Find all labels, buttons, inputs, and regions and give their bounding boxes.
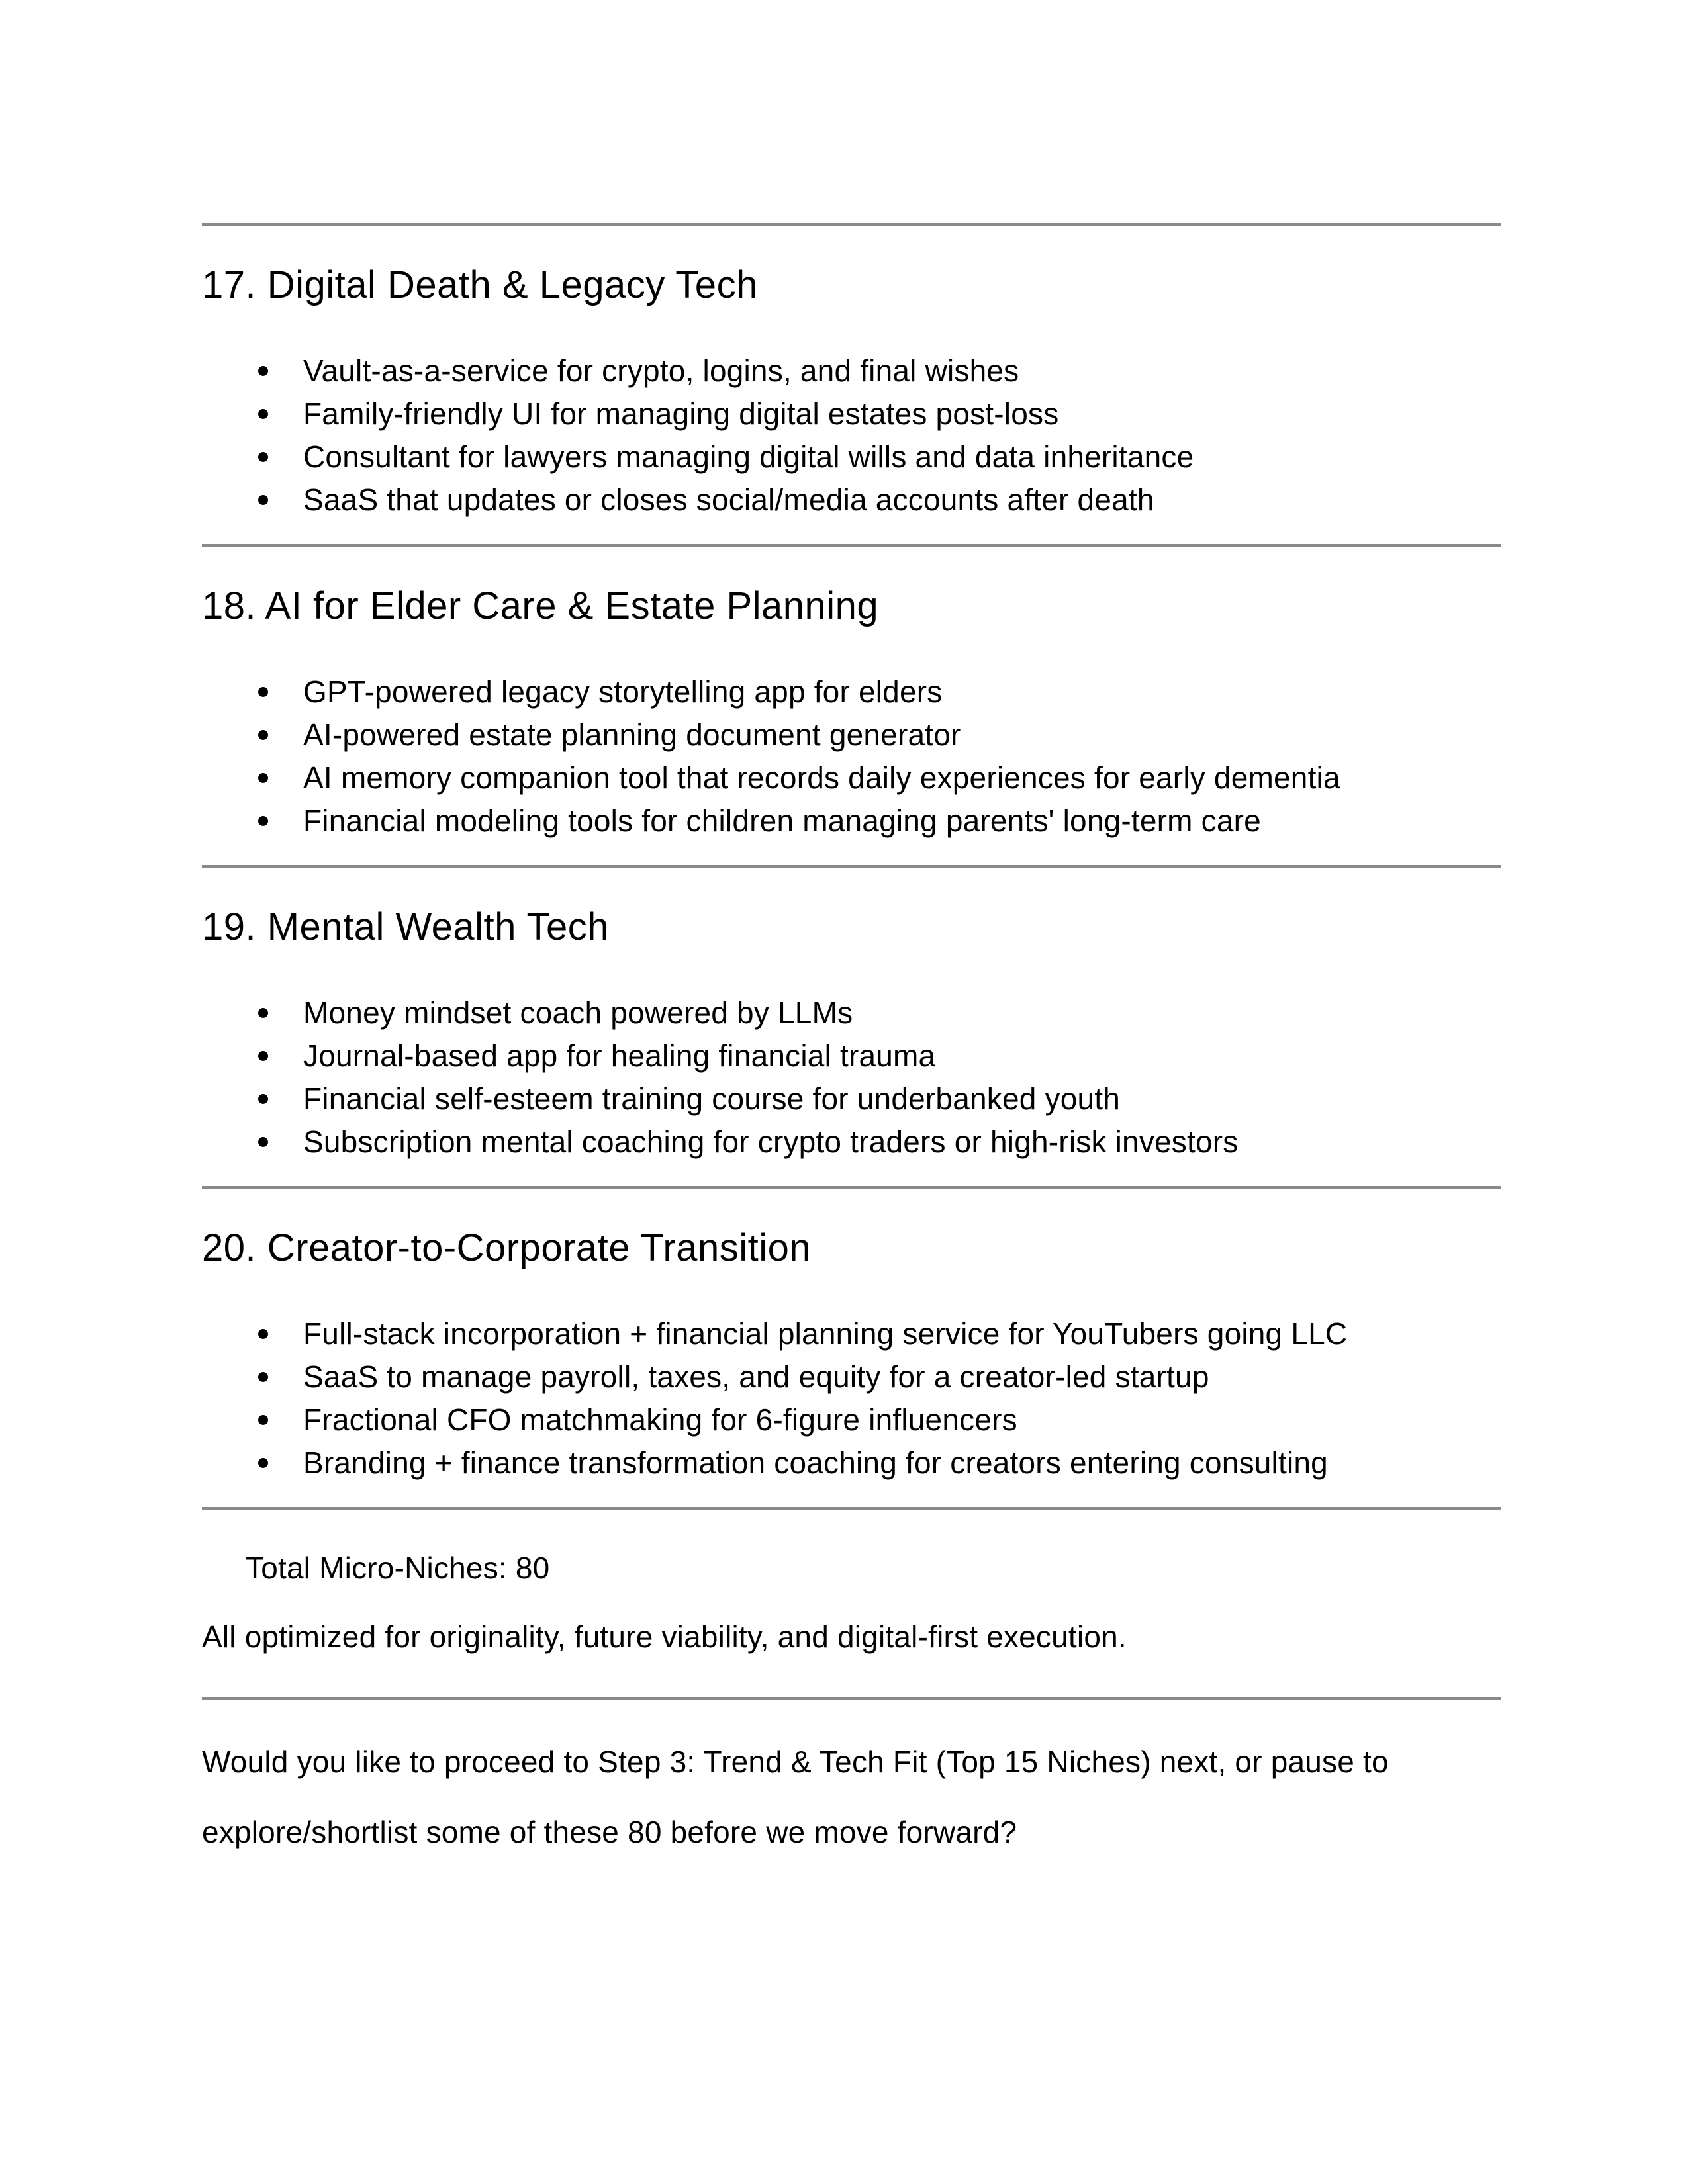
bullet-icon	[258, 1008, 268, 1018]
closing-block	[202, 1697, 1501, 1867]
section-title: 19. Mental Wealth Tech	[202, 905, 609, 948]
list-item	[202, 1312, 1501, 1355]
bullet-icon	[258, 1094, 268, 1104]
section-17	[202, 223, 1501, 544]
list-item	[202, 713, 1501, 756]
closing-question: Would you like to proceed to Step 3: Trend & Tech Fit (Top 15 Niches) next, or pause to explore/shortlist some of these 80 before we move forward?	[202, 1745, 1389, 1849]
bullet-icon	[258, 495, 268, 505]
summary-block	[202, 1507, 1501, 1697]
closing-divider	[202, 1697, 1501, 1700]
list-item-text: AI-powered estate planning document generator	[303, 717, 961, 752]
bullet-icon	[258, 1051, 268, 1061]
list-item-text: Branding + finance transformation coaching for creators entering consulting	[303, 1445, 1328, 1480]
list-item-text: Full-stack incorporation + financial planning service for YouTubers going LLC	[303, 1316, 1348, 1351]
list-item	[202, 1355, 1501, 1398]
list-item	[202, 799, 1501, 842]
list-item	[202, 1441, 1501, 1484]
section-20	[202, 1186, 1501, 1507]
section-title: 17. Digital Death & Legacy Tech	[202, 263, 758, 306]
section-title: 20. Creator-to-Corporate Transition	[202, 1226, 812, 1269]
list-item	[202, 1120, 1501, 1163]
list-item	[202, 1034, 1501, 1077]
bullet-list	[202, 1312, 1501, 1484]
total-micro-niches: Total Micro-Niches: 80	[246, 1551, 550, 1585]
bullet-icon	[258, 773, 268, 783]
list-item-text: Consultant for lawyers managing digital wills and data inheritance	[303, 439, 1194, 474]
list-item-text: SaaS that updates or closes social/media accounts after death	[303, 482, 1154, 517]
bullet-list	[202, 670, 1501, 842]
section-19	[202, 865, 1501, 1186]
summary-note: All optimized for originality, future viability, and digital-first execution.	[202, 1619, 1127, 1654]
bullet-icon	[258, 1458, 268, 1468]
list-item-text: Financial self-esteem training course for underbanked youth	[303, 1081, 1121, 1116]
list-item	[202, 1077, 1501, 1120]
list-item-text: Fractional CFO matchmaking for 6-figure influencers	[303, 1402, 1017, 1437]
list-item-text: SaaS to manage payroll, taxes, and equity for a creator-led startup	[303, 1359, 1209, 1394]
list-item	[202, 991, 1501, 1034]
bullet-icon	[258, 409, 268, 419]
summary-divider	[202, 1507, 1501, 1510]
bullet-list	[202, 349, 1501, 522]
list-item	[202, 478, 1501, 522]
list-item-text: Financial modeling tools for children managing parents' long-term care	[303, 803, 1261, 838]
list-item	[202, 670, 1501, 713]
list-item-text: GPT-powered legacy storytelling app for elders	[303, 674, 943, 709]
section-divider	[202, 223, 1501, 226]
bullet-icon	[258, 452, 268, 462]
bullet-icon	[258, 1137, 268, 1147]
bullet-icon	[258, 816, 268, 826]
list-item	[202, 392, 1501, 435]
list-item-text: Vault-as-a-service for crypto, logins, and final wishes	[303, 353, 1019, 388]
bullet-icon	[258, 687, 268, 697]
bullet-icon	[258, 1329, 268, 1339]
list-item-text: Money mindset coach powered by LLMs	[303, 995, 853, 1030]
bullet-icon	[258, 1415, 268, 1425]
section-divider	[202, 865, 1501, 868]
section-title: 18. AI for Elder Care & Estate Planning	[202, 584, 879, 627]
bullet-icon	[258, 366, 268, 376]
list-item	[202, 1398, 1501, 1441]
section-18	[202, 544, 1501, 865]
list-item	[202, 349, 1501, 392]
section-divider	[202, 544, 1501, 547]
bullet-icon	[258, 1372, 268, 1382]
list-item-text: Subscription mental coaching for crypto traders or high-risk investors	[303, 1124, 1239, 1159]
list-item	[202, 756, 1501, 799]
list-item-text: Journal-based app for healing financial trauma	[303, 1038, 936, 1073]
list-item-text: AI memory companion tool that records daily experiences for early dementia	[303, 760, 1340, 795]
bullet-icon	[258, 730, 268, 740]
section-divider	[202, 1186, 1501, 1189]
spacer	[202, 1655, 1501, 1697]
list-item	[202, 435, 1501, 478]
list-item-text: Family-friendly UI for managing digital estates post-loss	[303, 396, 1059, 431]
bullet-list	[202, 991, 1501, 1163]
